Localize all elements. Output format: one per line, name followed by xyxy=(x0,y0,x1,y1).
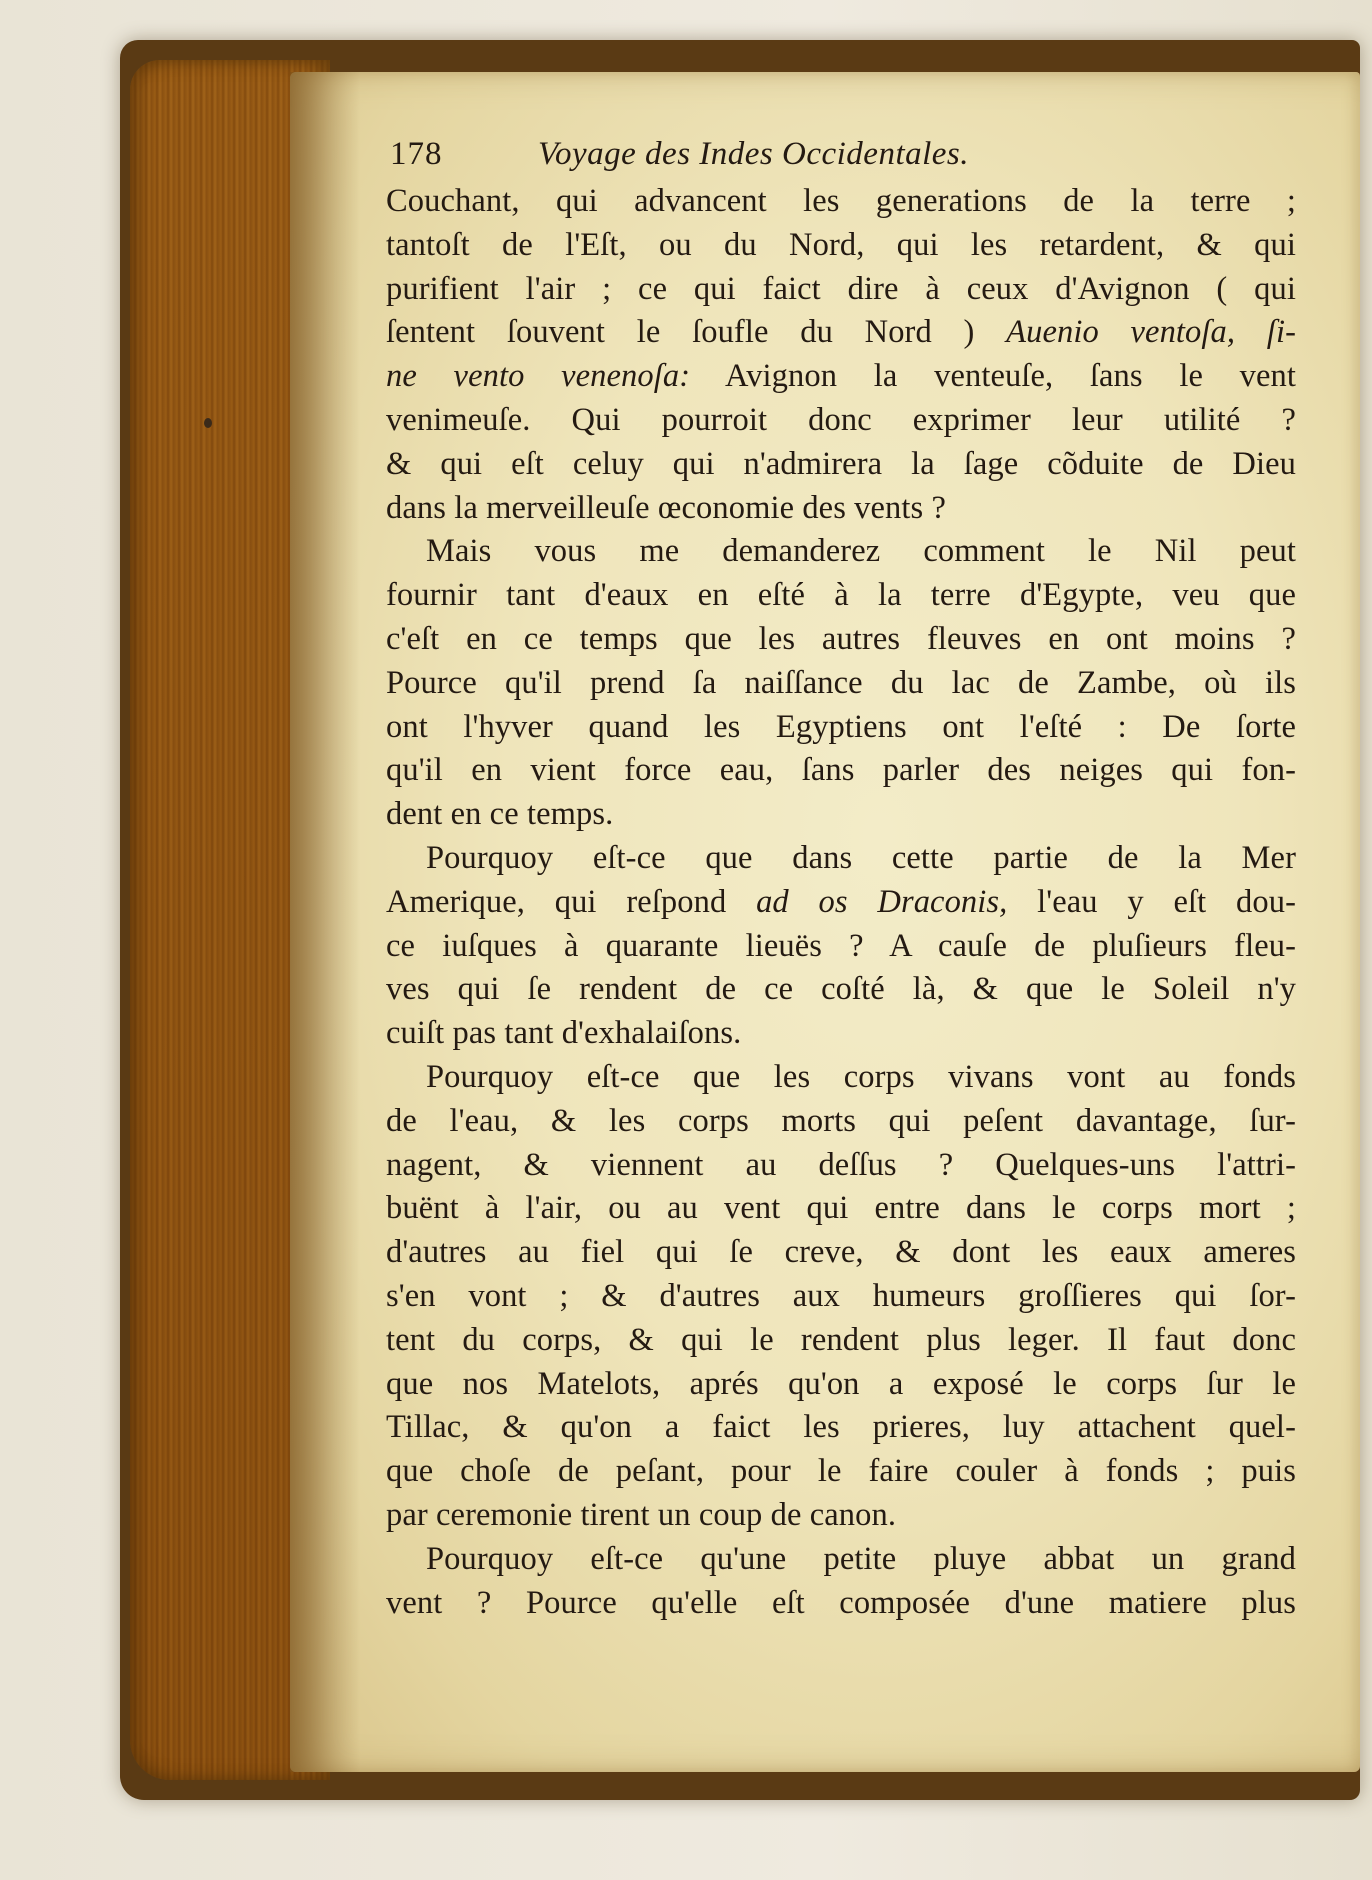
line-text: fournir tant d'eaux en eſté à la terre d'Egypte, veu que xyxy=(386,577,1296,614)
line-text: Mais vous me demanderez comment le Nil peut xyxy=(426,533,1296,570)
page-text xyxy=(386,120,1296,1625)
line-text: & qui eſt celuy qui n'admirera la ſage cõduite de Dieu xyxy=(386,445,1296,482)
line-text: l'eau y eſt dou- xyxy=(1007,883,1296,920)
line-text: ont l'hyver quand les Egyptiens ont l'eſté : De ſorte xyxy=(386,708,1296,745)
text-line xyxy=(386,1363,1296,1407)
text-line xyxy=(386,311,1296,355)
line-text: venimeuſe. Qui pourroit donc exprimer leur utilité ? xyxy=(386,401,1296,438)
text-line xyxy=(386,399,1296,443)
text-line xyxy=(386,662,1296,706)
page-number: 178 xyxy=(390,136,443,172)
line-text: d'autres au fiel qui ſe creve, & dont les eaux ameres xyxy=(386,1234,1296,1271)
text-line xyxy=(386,706,1296,750)
line-text: Pourquoy eſt-ce que les corps vivans vont au fonds xyxy=(426,1058,1296,1095)
text-line xyxy=(386,1582,1296,1626)
line-text: ſentent ſouvent le ſoufle du Nord ) xyxy=(386,314,1007,351)
running-head xyxy=(386,120,1296,180)
line-text: ves qui ſe rendent de ce coſté là, & que le Soleil n'y xyxy=(386,971,1296,1008)
ink-spot xyxy=(204,418,212,428)
line-text: tent du corps, & qui le rendent plus leger. Il faut donc xyxy=(386,1321,1296,1358)
text-line xyxy=(386,881,1296,925)
text-line xyxy=(386,180,1296,224)
text-line xyxy=(386,530,1296,574)
italic-phrase: ne vento venenoſa: xyxy=(386,358,691,395)
text-line xyxy=(386,749,1296,793)
text-line xyxy=(386,224,1296,268)
text-line xyxy=(386,793,1296,837)
line-text: vent ? Pource qu'elle eſt composée d'une matiere plus xyxy=(386,1584,1296,1621)
text-line xyxy=(386,1231,1296,1275)
text-line xyxy=(386,1012,1296,1056)
running-title: Voyage des Indes Occidentales. xyxy=(538,136,970,172)
text-line xyxy=(386,618,1296,662)
italic-phrase: Auenio ventoſa, ſi- xyxy=(1006,314,1296,351)
line-text: Tillac, & qu'on a faict les prieres, luy attachent quel- xyxy=(386,1409,1296,1446)
text-line xyxy=(386,355,1296,399)
text-line xyxy=(386,1494,1296,1538)
text-line xyxy=(386,1144,1296,1188)
line-text: que choſe de peſant, pour le faire couler à fonds ; puis xyxy=(386,1453,1296,1490)
text-line xyxy=(386,443,1296,487)
line-text: nagent, & viennent au deſſus ? Quelques-uns l'attri- xyxy=(386,1146,1296,1183)
line-text: dent en ce temps. xyxy=(386,796,614,833)
italic-phrase: ad os Draconis, xyxy=(756,883,1008,920)
line-text: s'en vont ; & d'autres aux humeurs groſſieres qui ſor- xyxy=(386,1277,1296,1314)
line-text: Pource qu'il prend ſa naiſſance du lac de Zambe, où ils xyxy=(386,664,1296,701)
line-text: Pourquoy eſt-ce que dans cette partie de la Mer xyxy=(426,839,1296,876)
text-line xyxy=(386,1538,1296,1582)
text-line xyxy=(386,968,1296,1012)
line-text: de l'eau, & les corps morts qui peſent davantage, ſur- xyxy=(386,1102,1296,1139)
text-line xyxy=(386,487,1296,531)
line-text: dans la merveilleuſe œconomie des vents ? xyxy=(386,489,947,526)
text-line xyxy=(386,1100,1296,1144)
line-text: qu'il en vient force eau, ſans parler des neiges qui fon- xyxy=(386,752,1296,789)
text-line xyxy=(386,1275,1296,1319)
gutter-shadow xyxy=(290,72,360,1772)
text-line xyxy=(386,1056,1296,1100)
text-line xyxy=(386,1187,1296,1231)
line-text: buënt à l'air, ou au vent qui entre dans le corps mort ; xyxy=(386,1190,1296,1227)
line-text: c'eſt en ce temps que les autres fleuves en ont moins ? xyxy=(386,620,1296,657)
line-text: Amerique, qui reſpond xyxy=(386,883,757,920)
text-line xyxy=(386,1319,1296,1363)
line-text: ce iuſques à quarante lieuës ? A cauſe de pluſieurs fleu- xyxy=(386,927,1296,964)
line-text: Couchant, qui advancent les generations de la terre ; xyxy=(386,183,1296,219)
text-line xyxy=(386,574,1296,618)
text-line xyxy=(386,925,1296,969)
line-text: cuiſt pas tant d'exhalaiſons. xyxy=(386,1015,742,1052)
text-line xyxy=(386,1450,1296,1494)
body-text xyxy=(386,180,1296,1625)
line-text: Pourquoy eſt-ce qu'une petite pluye abbat un grand xyxy=(426,1540,1296,1577)
text-line xyxy=(386,1406,1296,1450)
line-text: purifient l'air ; ce qui faict dire à ceux d'Avignon ( qui xyxy=(386,270,1296,307)
line-text: tantoſt de l'Eſt, ou du Nord, qui les retardent, & qui xyxy=(386,226,1296,263)
line-text: Avignon la venteuſe, ſans le vent xyxy=(690,358,1297,395)
text-line xyxy=(386,837,1296,881)
line-text: que nos Matelots, aprés qu'on a exposé le corps ſur le xyxy=(386,1365,1296,1402)
line-text: par ceremonie tirent un coup de canon. xyxy=(386,1496,897,1533)
text-line xyxy=(386,268,1296,312)
